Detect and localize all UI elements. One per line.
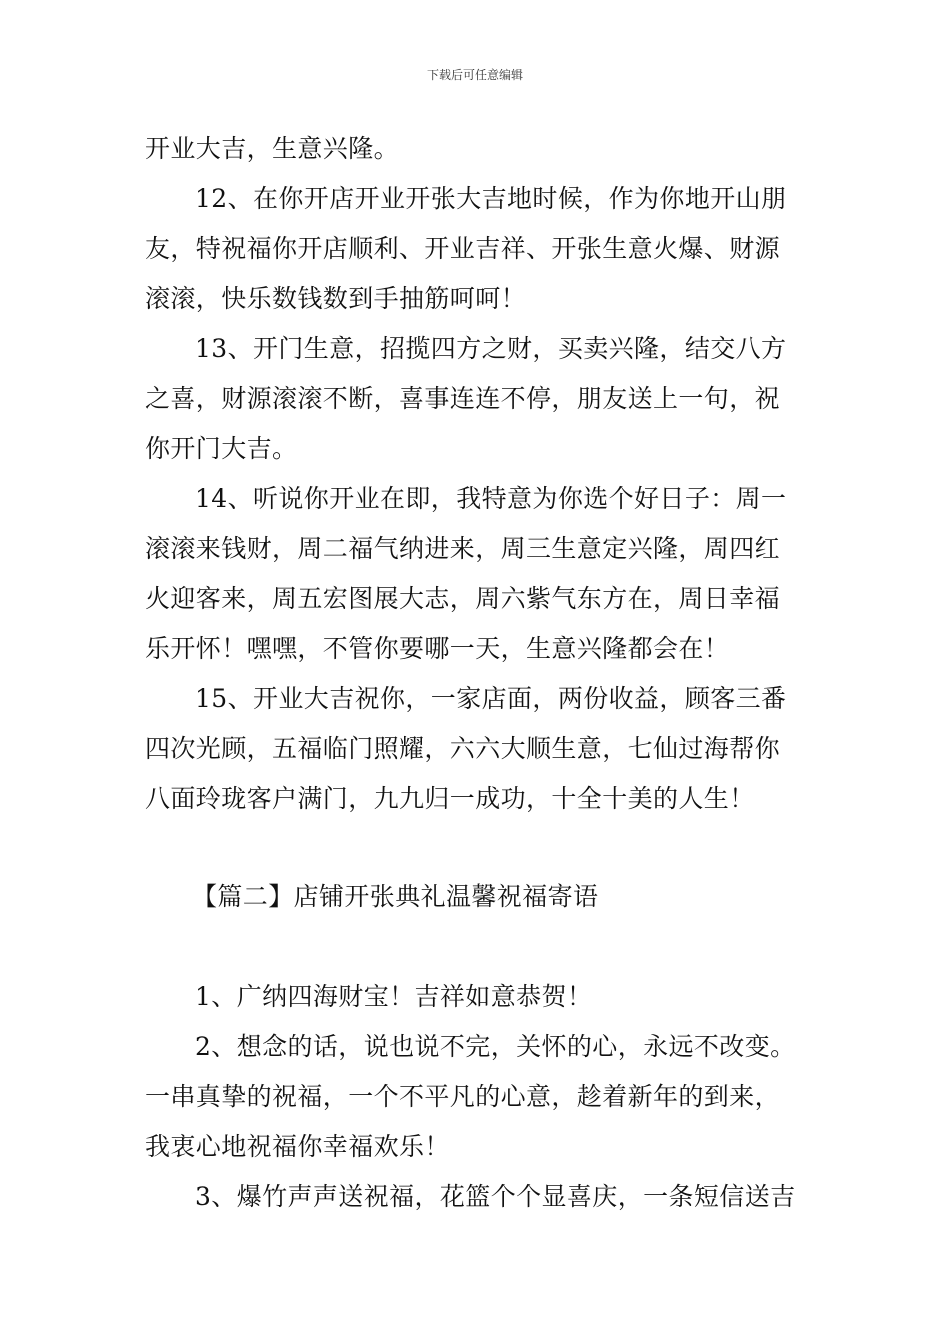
text-line: 15、开业大吉祝你，一家店面，两份收益，顾客三番: [195, 684, 787, 713]
page-header: 下载后可任意编辑: [426, 68, 523, 82]
text-line: 我衷心地祝福你幸福欢乐！: [145, 1132, 450, 1161]
text-line: 乐开怀！嘿嘿，不管你要哪一天，生意兴隆都会在！: [145, 634, 730, 663]
text-line: 你开门大吉。: [145, 434, 298, 463]
text-line: 一串真挚的祝福，一个不平凡的心意，趁着新年的到来，: [145, 1082, 781, 1111]
text-line: 八面玲珑客户满门，九九归一成功，十全十美的人生！: [145, 784, 755, 813]
text-line: 四次光顾，五福临门照耀，六六大顺生意，七仙过海帮你: [145, 734, 781, 763]
text-line: 14、听说你开业在即，我特意为你选个好日子：周一: [195, 484, 787, 513]
text-line: 1、广纳四海财宝！吉祥如意恭贺！: [195, 982, 593, 1011]
text-line: 火迎客来，周五宏图展大志，周六紫气东方在，周日幸福: [145, 584, 781, 613]
text-line: 滚滚来钱财，周二福气纳进来，周三生意定兴隆，周四红: [145, 534, 781, 563]
text-line: 2、想念的话，说也说不完，关怀的心，永远不改变。: [195, 1032, 796, 1061]
text-line: 友，特祝福你开店顺利、开业吉祥、开张生意火爆、财源: [145, 234, 781, 263]
text-line: 之喜，财源滚滚不断，喜事连连不停，朋友送上一句，祝: [145, 384, 781, 413]
section-heading: 【篇二】店铺开张典礼温馨祝福寄语: [192, 882, 599, 911]
text-line: 12、在你开店开业开张大吉地时候，作为你地开山朋: [195, 184, 787, 213]
text-line: 滚滚，快乐数钱数到手抽筋呵呵！: [145, 284, 527, 313]
text-line: 13、开门生意，招揽四方之财，买卖兴隆，结交八方: [195, 334, 787, 363]
text-line: 3、爆竹声声送祝福，花篮个个显喜庆，一条短信送吉: [195, 1182, 796, 1211]
text-line: 开业大吉，生意兴隆。: [145, 134, 400, 163]
